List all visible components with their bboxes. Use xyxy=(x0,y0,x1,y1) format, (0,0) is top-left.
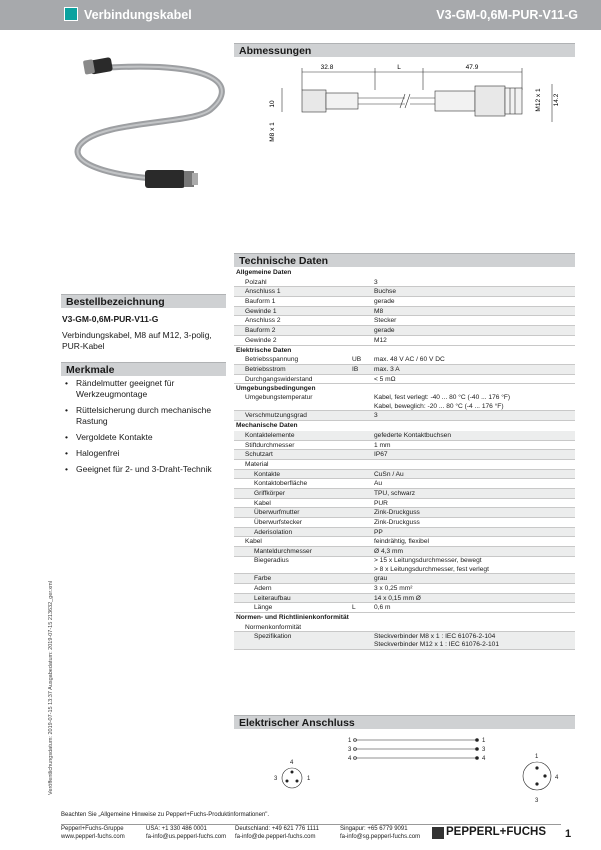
tech-row xyxy=(234,603,575,613)
tech-row xyxy=(234,537,575,547)
m12-pin-label-4: 4 xyxy=(555,775,559,781)
m8-pin-label-4: 4 xyxy=(290,760,294,766)
tech-row xyxy=(234,584,575,594)
tech-value: Au xyxy=(374,480,383,488)
footer-col-de xyxy=(235,826,319,841)
tech-label: Umgebungsbedingungen xyxy=(236,385,316,393)
tech-value: TPU, schwarz xyxy=(374,489,416,497)
tech-value: Stecker xyxy=(374,317,397,325)
tech-row xyxy=(234,307,575,317)
tech-row xyxy=(234,460,575,470)
tech-label: Griffkörper xyxy=(254,489,286,497)
feature-item: • Rändelmutter geeignet für Werkzeugmontage xyxy=(62,378,227,400)
publication-info: Veröffentlichungsdatum: 2019-07-15 13:37 Ausgabedatum: 2019-07-15 213632_ger.xml xyxy=(48,581,54,795)
tech-label: Leiteraufbau xyxy=(254,594,291,602)
tech-label: Manteldurchmesser xyxy=(254,548,312,556)
footer-usa-phone: USA: +1 330 486 0001 xyxy=(146,826,207,832)
tech-row xyxy=(234,394,575,412)
side-margin xyxy=(46,565,56,815)
wire-pin-left-1: 1 xyxy=(348,738,352,744)
wire-pin-left-4: 4 xyxy=(348,756,352,762)
tech-label: Material xyxy=(245,460,269,468)
dim-thread-m12: M12 x 1 xyxy=(535,88,542,112)
tech-row xyxy=(234,574,575,584)
feature-item: • Rüttelsicherung durch mechanische Rastung xyxy=(62,405,227,427)
footer-group-name: Pepperl+Fuchs-Gruppe xyxy=(61,826,124,832)
tech-row xyxy=(234,355,575,365)
tech-label: Kontaktelemente xyxy=(245,431,295,439)
tech-row xyxy=(234,316,575,326)
tech-value: 3 xyxy=(374,278,378,286)
tech-value: max. 3 A xyxy=(374,365,400,373)
tech-value: Buchse xyxy=(374,288,396,296)
tech-row xyxy=(234,499,575,509)
section-dimensions-header: Abmessungen xyxy=(234,43,575,57)
tech-row xyxy=(234,278,575,288)
tech-label: Bauform 1 xyxy=(245,298,276,306)
feature-item: • Halogenfrei xyxy=(62,448,227,459)
dim-height-left: 10 xyxy=(269,100,276,108)
tech-value: Steckverbinder M8 x 1 : IEC 61076-2-104 Steckverbinder M12 x 1 : IEC 61076-2-101 xyxy=(374,632,499,649)
tech-value: Zink-Druckguss xyxy=(374,519,420,526)
tech-row xyxy=(234,632,575,650)
page-number: 1 xyxy=(565,828,572,840)
tech-label: Gewinde 1 xyxy=(245,307,277,315)
tech-value: CuSn / Au xyxy=(374,470,404,478)
tech-row xyxy=(234,547,575,557)
section-features-header: Merkmale xyxy=(61,362,226,376)
tech-row xyxy=(234,594,575,604)
tech-row xyxy=(234,518,575,528)
tech-label: Länge xyxy=(254,604,273,612)
tech-label: Normenkonformität xyxy=(245,623,302,631)
tech-row xyxy=(234,297,575,307)
footer-divider xyxy=(61,824,561,825)
section-order-header: Bestellbezeichnung xyxy=(61,294,226,308)
tech-label: Kabel xyxy=(254,499,271,507)
cable-photo xyxy=(60,50,230,200)
tech-label: Anschluss 1 xyxy=(245,288,281,296)
tech-label: Gewinde 2 xyxy=(245,336,277,344)
tech-value: 3 x 0,25 mm² xyxy=(374,584,413,592)
tech-label: Stiftdurchmesser xyxy=(245,441,295,449)
tech-label: Kontakte xyxy=(254,470,281,478)
tech-row xyxy=(234,326,575,336)
tech-label: Aderisolation xyxy=(254,528,293,536)
footer-de-email[interactable]: fa-info@de.pepperl-fuchs.com xyxy=(235,833,316,840)
tech-row xyxy=(234,375,575,385)
tech-group-heading xyxy=(234,268,575,278)
tech-label: Betriebsspannung xyxy=(245,356,299,364)
tech-row xyxy=(234,450,575,460)
tech-row xyxy=(234,508,575,518)
tech-row xyxy=(234,441,575,451)
order-description: Verbindungskabel, M8 auf M12, 3-polig, PUR-Kabel xyxy=(62,330,212,351)
tech-value: gerade xyxy=(374,298,395,306)
tech-value: M8 xyxy=(374,307,384,315)
brand-square-icon xyxy=(64,7,78,21)
footer-sg-email[interactable]: fa-info@sg.pepperl-fuchs.com xyxy=(340,833,421,840)
tech-label: Mechanische Daten xyxy=(236,422,298,430)
tech-value: 14 x 0,15 mm Ø xyxy=(374,594,421,602)
tech-label: Normen- und Richtlinienkonformität xyxy=(236,614,349,621)
features-list xyxy=(62,378,227,480)
tech-symbol: IB xyxy=(352,365,359,373)
logo-text: PEPPERL+FUCHS xyxy=(446,826,547,838)
tech-label: Durchgangswiderstand xyxy=(245,375,313,383)
section-technical-header: Technische Daten xyxy=(234,253,575,267)
tech-label: Spezifikation xyxy=(254,632,292,640)
tech-label: Farbe xyxy=(254,575,272,583)
tech-row xyxy=(234,365,575,375)
feature-item: • Vergoldete Kontakte xyxy=(62,432,227,443)
dim-label-length: L xyxy=(397,64,401,71)
page-title: Verbindungskabel xyxy=(84,8,192,22)
tech-label: Biegeradius xyxy=(254,557,289,565)
tech-group-heading xyxy=(234,421,575,431)
tech-row xyxy=(234,287,575,297)
m12-pin-label-1: 1 xyxy=(535,754,539,760)
tech-value: 3 xyxy=(374,412,378,420)
tech-label: Umgebungstemperatur xyxy=(245,394,313,402)
dim-label-right: 47.9 xyxy=(465,64,479,71)
footer-de-phone: Deutschland: +49 621 776 1111 xyxy=(235,826,319,832)
tech-label: Allgemeine Daten xyxy=(236,269,292,276)
tech-row xyxy=(234,411,575,421)
tech-value: IP67 xyxy=(374,451,388,459)
wire-pin-right-4: 4 xyxy=(482,756,486,762)
m8-pin-label-1: 1 xyxy=(307,776,311,782)
tech-group-heading xyxy=(234,613,575,623)
m12-pin-label-3: 3 xyxy=(535,798,539,804)
tech-label: Verschmutzungsgrad xyxy=(245,412,307,420)
tech-row xyxy=(234,528,575,538)
tech-row xyxy=(234,336,575,346)
footer-col-usa xyxy=(146,826,226,841)
tech-value: grau xyxy=(374,575,388,583)
tech-symbol: L xyxy=(352,604,356,612)
tech-row xyxy=(234,479,575,489)
order-code: V3-GM-0,6M-PUR-V11-G xyxy=(62,314,159,324)
tech-value: 1 mm xyxy=(374,441,391,449)
tech-value: > 15 x Leitungsdurchmesser, bewegt > 8 x Leitungsdurchmesser, fest verlegt xyxy=(374,557,489,573)
tech-label: Überwurfstecker xyxy=(254,519,303,526)
tech-label: Betriebsstrom xyxy=(245,365,286,373)
tech-symbol: UB xyxy=(352,356,362,364)
tech-value: 0,6 m xyxy=(374,604,391,612)
wire-pin-right-1: 1 xyxy=(482,738,486,744)
tech-row xyxy=(234,470,575,480)
wire-pin-right-3: 3 xyxy=(482,747,486,753)
tech-label: Bauform 2 xyxy=(245,327,276,335)
footer-col-group xyxy=(61,826,125,841)
tech-row xyxy=(234,489,575,499)
tech-value: Ø 4,3 mm xyxy=(374,548,403,556)
tech-value: max. 48 V AC / 60 V DC xyxy=(374,356,445,364)
m8-pin-label-3: 3 xyxy=(274,776,278,782)
tech-label: Kabel xyxy=(245,538,262,546)
tech-row xyxy=(234,431,575,441)
dim-height-right: 14.2 xyxy=(553,93,560,107)
footer-note: Beachten Sie „Allgemeine Hinweise zu Pepperl+Fuchs-Produktinformationen". xyxy=(61,812,270,818)
tech-label: Überwurfmutter xyxy=(254,509,300,517)
tech-value: Kabel, fest verlegt: -40 ... 80 °C (-40 ... 176 °F) Kabel, beweglich: -20 ... 80 °C (-4 ... 176 °F) xyxy=(374,394,511,410)
dim-thread-m8: M8 x 1 xyxy=(269,122,276,142)
dim-label-left: 32.8 xyxy=(320,64,334,71)
wire-pin-left-3: 3 xyxy=(348,747,352,753)
tech-row xyxy=(234,623,575,633)
tech-group-heading xyxy=(234,384,575,394)
footer-sg-phone: Singapur: +65 6779 9091 xyxy=(340,826,408,832)
tech-label: Schutzart xyxy=(245,451,273,459)
tech-value: PP xyxy=(374,528,383,536)
footer-col-sg xyxy=(340,826,420,841)
tech-label: Polzahl xyxy=(245,278,267,286)
tech-label: Anschluss 2 xyxy=(245,317,281,325)
product-code: V3-GM-0,6M-PUR-V11-G xyxy=(436,8,578,22)
dimensions-drawing xyxy=(260,60,560,150)
tech-value: Zink-Druckguss xyxy=(374,509,420,517)
tech-value: < 5 mΩ xyxy=(374,375,396,383)
logo-mark-icon xyxy=(432,827,444,839)
section-electrical-header: Elektrischer Anschluss xyxy=(234,715,575,729)
tech-group-heading xyxy=(234,346,575,356)
tech-value: PUR xyxy=(374,499,388,507)
footer-website-link[interactable]: www.pepperl-fuchs.com xyxy=(61,833,125,840)
tech-value: gerade xyxy=(374,327,395,335)
wiring-diagram xyxy=(262,732,562,812)
footer-usa-email[interactable]: fa-info@us.pepperl-fuchs.com xyxy=(146,833,227,840)
tech-value: feindrähtig, flexibel xyxy=(374,538,429,546)
tech-label: Elektrische Daten xyxy=(236,346,292,354)
tech-label: Kontaktoberfläche xyxy=(254,480,308,488)
tech-value: M12 xyxy=(374,336,387,344)
technical-data-table xyxy=(234,268,575,650)
tech-value: gefederte Kontaktbuchsen xyxy=(374,431,451,439)
feature-item: • Geeignet für 2- und 3-Draht-Technik xyxy=(62,464,227,475)
tech-row xyxy=(234,557,575,575)
tech-label: Adern xyxy=(254,584,272,592)
